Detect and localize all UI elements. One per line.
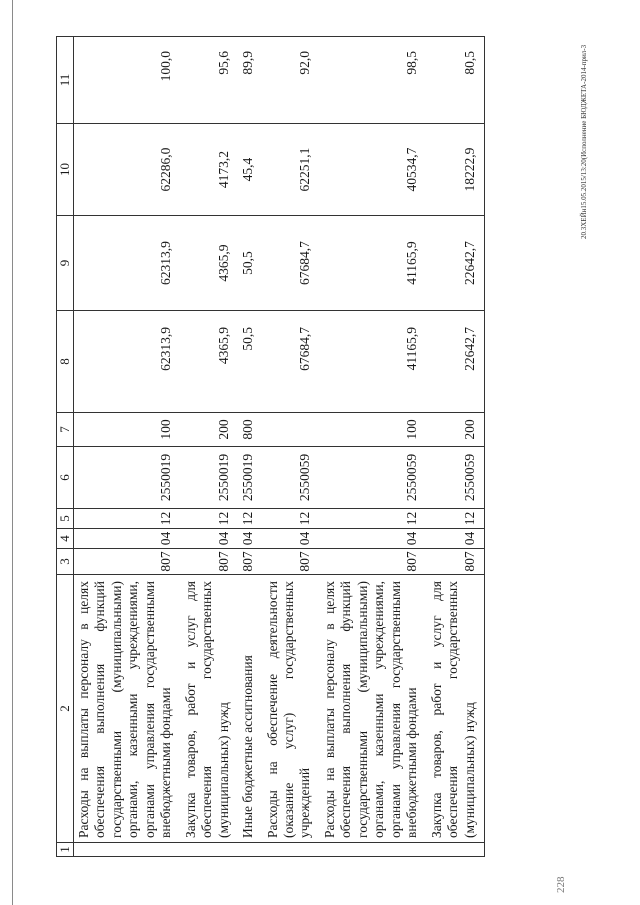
expense-name: Расходы на выплаты персоналу в целях обеспечения выполнения функций государственными (муниципальными) органами, казенными учреждениями, органами управления государственными внебюджетными фондами	[73, 575, 180, 843]
value-col11: 95,6	[181, 37, 238, 124]
value-col9: 4365,9	[181, 216, 238, 311]
expense-name: Расходы на обеспечение деятельности (оказание услуг) государственных учреждений	[263, 575, 320, 843]
expense-name: Закупка товаров, работ и услуг для обеспечения государственных (муниципальных) нужд	[181, 575, 238, 843]
subsection-code: 12	[320, 509, 427, 529]
value-col8: 4365,9	[181, 311, 238, 413]
table-row	[181, 37, 238, 857]
section-code: 04	[263, 529, 320, 549]
target-article-code: 2550019	[238, 447, 262, 509]
page-number: 228	[555, 876, 567, 893]
value-col11: 92,0	[263, 37, 320, 124]
row-blank-cell	[181, 843, 238, 857]
scan-edge-line	[12, 0, 13, 905]
ministry-code: 807	[181, 549, 238, 575]
row-blank-cell	[320, 843, 427, 857]
ministry-code: 807	[427, 549, 485, 575]
expense-type-code: 800	[238, 413, 262, 447]
value-col9: 62313,9	[73, 216, 180, 311]
ministry-code: 807	[263, 549, 320, 575]
section-code: 04	[427, 529, 485, 549]
subsection-code: 12	[181, 509, 238, 529]
row-blank-cell	[263, 843, 320, 857]
value-col11: 100,0	[73, 37, 180, 124]
value-col10: 45,4	[238, 124, 262, 216]
value-col11: 98,5	[320, 37, 427, 124]
value-col8: 67684,7	[263, 311, 320, 413]
table-row	[427, 37, 485, 857]
expense-type-code: 100	[73, 413, 180, 447]
header-cell: 5	[57, 509, 74, 529]
header-cell: 6	[57, 447, 74, 509]
header-cell: 8	[57, 311, 74, 413]
expense-type-code: 100	[320, 413, 427, 447]
value-col9: 22642,7	[427, 216, 485, 311]
expense-type-code	[263, 413, 320, 447]
document-footer: 20.ЗХЕЙн15.05.2015/13:20(Исполнение БЮДЖЕТА-2014-прил-3	[580, 44, 588, 239]
target-article-code: 2550059	[427, 447, 485, 509]
value-col8: 62313,9	[73, 311, 180, 413]
budget-table	[56, 36, 485, 857]
header-cell: 7	[57, 413, 74, 447]
value-col10: 62251,1	[263, 124, 320, 216]
value-col10: 18222,9	[427, 124, 485, 216]
value-col10: 40534,7	[320, 124, 427, 216]
target-article-code: 2550019	[181, 447, 238, 509]
header-cell: 4	[57, 529, 74, 549]
subsection-code: 12	[73, 509, 180, 529]
section-code: 04	[181, 529, 238, 549]
expense-name: Иные бюджетные ассигнования	[238, 575, 262, 843]
section-code: 04	[320, 529, 427, 549]
header-cell: 1	[57, 843, 74, 857]
expense-type-code: 200	[427, 413, 485, 447]
subsection-code: 12	[263, 509, 320, 529]
ministry-code: 807	[73, 549, 180, 575]
row-blank-cell	[73, 843, 180, 857]
target-article-code: 2550059	[263, 447, 320, 509]
value-col8: 41165,9	[320, 311, 427, 413]
value-col8: 22642,7	[427, 311, 485, 413]
target-article-code: 2550019	[73, 447, 180, 509]
expense-name: Закупка товаров, работ и услуг для обеспечения государственных (муниципальных) нужд	[427, 575, 485, 843]
header-row	[57, 37, 74, 857]
target-article-code: 2550059	[320, 447, 427, 509]
value-col8: 50,5	[238, 311, 262, 413]
header-cell: 3	[57, 549, 74, 575]
section-code: 04	[73, 529, 180, 549]
table-row	[263, 37, 320, 857]
value-col9: 50,5	[238, 216, 262, 311]
value-col9: 41165,9	[320, 216, 427, 311]
value-col11: 89,9	[238, 37, 262, 124]
value-col10: 62286,0	[73, 124, 180, 216]
row-blank-cell	[238, 843, 262, 857]
subsection-code: 12	[238, 509, 262, 529]
expense-name: Расходы на выплаты персоналу в целях обеспечения выполнения функций государственными (муниципальными) органами, казенными учреждениями, органами управления государственными внебюджетными фондами	[320, 575, 427, 843]
section-code: 04	[238, 529, 262, 549]
table-row	[73, 37, 180, 857]
ministry-code: 807	[238, 549, 262, 575]
header-cell: 9	[57, 216, 74, 311]
header-cell: 10	[57, 124, 74, 216]
value-col9: 67684,7	[263, 216, 320, 311]
ministry-code: 807	[320, 549, 427, 575]
value-col10: 4173,2	[181, 124, 238, 216]
header-cell: 11	[57, 37, 74, 124]
row-blank-cell	[427, 843, 485, 857]
subsection-code: 12	[427, 509, 485, 529]
header-cell: 2	[57, 575, 74, 843]
table-row	[320, 37, 427, 857]
table-row	[238, 37, 262, 857]
value-col11: 80,5	[427, 37, 485, 124]
expense-type-code: 200	[181, 413, 238, 447]
